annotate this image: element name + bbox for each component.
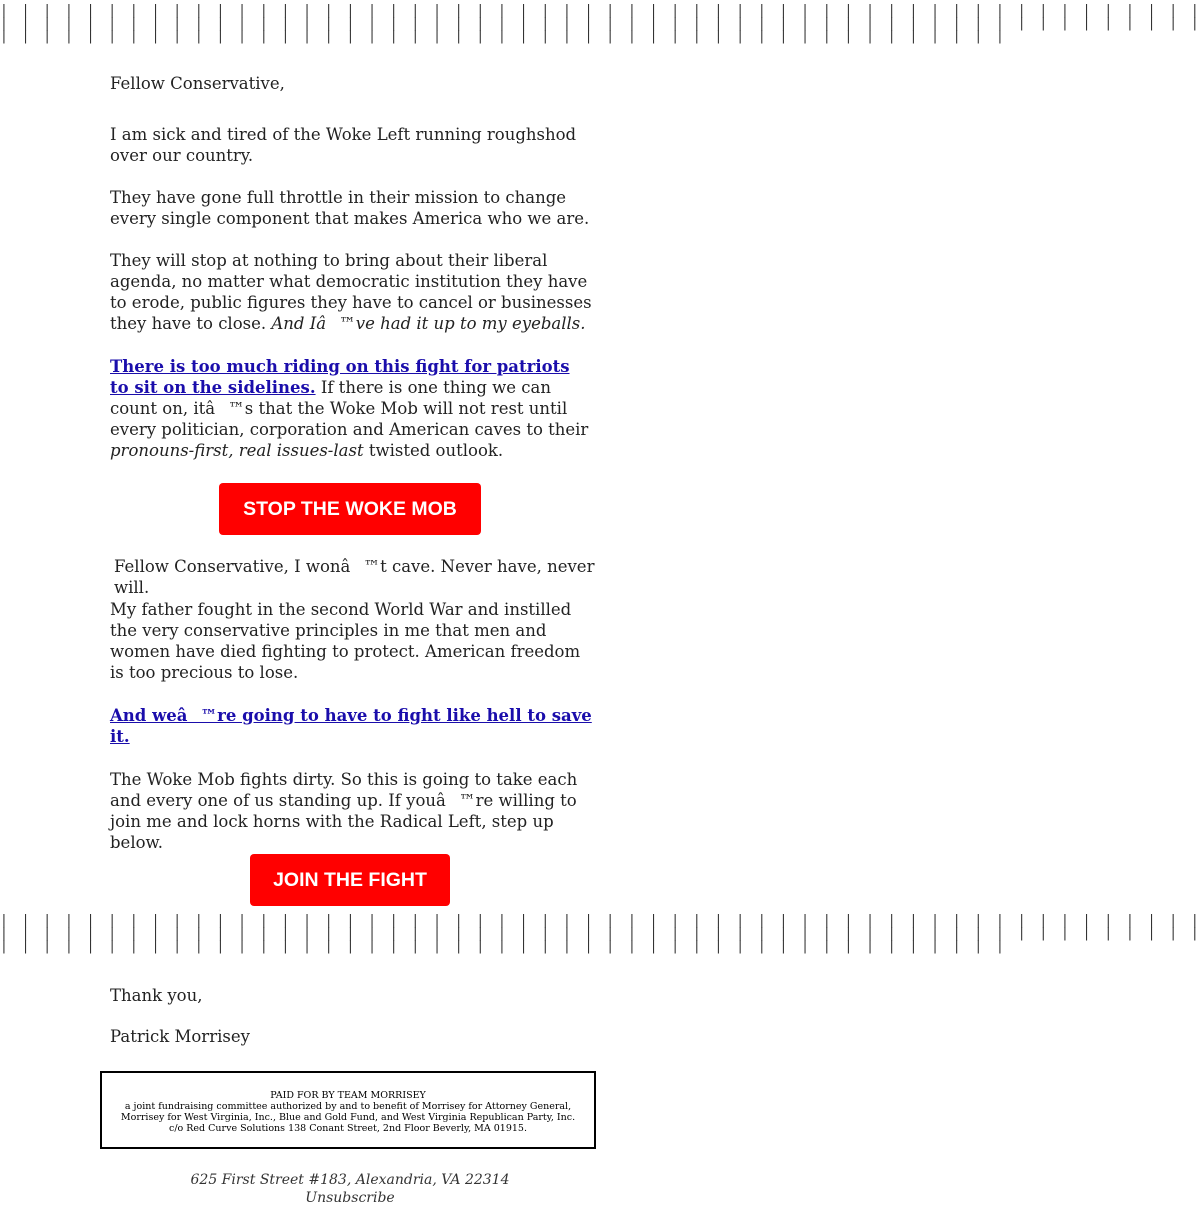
- divider-row: | | | | | | | | | | | | | | | | | | | | | | | | | | | | | | | | | | | | | | | | | | | | | | | | | | | | | | | |: [0, 926, 1202, 941]
- divider-row: | | | | | | | | | | | | | | | | | | | | | | | | | | | | | | | | | | | | | | | | | | | | | | |: [0, 939, 1007, 954]
- paid-for-disclaimer: [100, 1071, 596, 1149]
- signature: Patrick Morrisey: [110, 1027, 250, 1046]
- decorative-divider-bottom: [0, 913, 1202, 954]
- disclaimer-line-1: PAID FOR BY TEAM MORRISEY: [270, 1090, 426, 1101]
- divider-row: | | | | | | | | | | | | | | | | | | | | | | | | | | | | | | | | | | | | | | | | | | | | | | |: [0, 29, 1007, 44]
- paragraph-2: They have gone full throttle in their mission to change every single component that makes America who we are.: [110, 188, 590, 228]
- paragraph-1: I am sick and tired of the Woke Left running roughshod over our country.: [110, 125, 577, 165]
- paragraph-3-text: They will stop at nothing to bring about their liberal agenda, no matter what democratic institution they have to erode, public figures they have to cancel or businesses they have to close.: [110, 251, 592, 333]
- footer-address: 625 First Street #183, Alexandria, VA 22314: [190, 1172, 510, 1188]
- paragraph-3-emphasis: And Iâ™ve had it up to my eyeballs.: [271, 314, 586, 333]
- greeting: Fellow Conservative,: [110, 74, 285, 93]
- join-the-fight-button[interactable]: JOIN THE FIGHT: [250, 854, 450, 906]
- paragraph-6: My father fought in the second World War and instilled the very conservative principles in me that men and women have died fighting to protect. American freedom is too precious to lose.: [110, 600, 581, 682]
- divider-row: | | | | | | | | | | | | | | | | | | | | | | | | | | | | | | | | | | | | | | | | | | | | | | | | | | | | | | | |: [0, 913, 1202, 928]
- paragraph-4-text-a: If there is one thing we can count on, itâ™s that the Woke Mob will not rest until every politician, corporation and American caves to their: [110, 378, 589, 439]
- unsubscribe-link[interactable]: Unsubscribe: [305, 1190, 395, 1206]
- disclaimer-line-3: Morrisey for West Virginia, Inc., Blue and Gold Fund, and West Virginia Republican Party, Inc.: [120, 1112, 576, 1123]
- fight-like-hell-link[interactable]: And weâ™re going to have to fight like hell to save it.: [110, 706, 592, 746]
- signoff: Thank you,: [110, 986, 203, 1005]
- divider-row: | | | | | | | | | | | | | | | | | | | | | | | | | | | | | | | | | | | | | | | | | | | | | | | | | | | | | | | |: [0, 3, 1202, 18]
- paragraph-8: The Woke Mob fights dirty. So this is going to take each and every one of us standing up. If youâ™re willing to join me and lock horns with the Radical Left, step up below.: [110, 770, 578, 852]
- decorative-divider-top: [0, 3, 1202, 44]
- paragraph-7: [110, 705, 592, 747]
- paragraph-5: Fellow Conservative, I wonâ™t cave. Never have, never will.: [114, 557, 595, 597]
- paragraph-4-emphasis: pronouns-first, real issues-last: [110, 441, 364, 460]
- disclaimer-line-4: c/o Red Curve Solutions 138 Conant Street, 2nd Floor Beverly, MA 01915.: [169, 1123, 527, 1134]
- stop-the-woke-mob-button[interactable]: STOP THE WOKE MOB: [219, 483, 481, 535]
- paragraph-4: [110, 356, 592, 461]
- divider-row: | | | | | | | | | | | | | | | | | | | | | | | | | | | | | | | | | | | | | | | | | | | | | | | | | | | | | | | |: [0, 16, 1202, 31]
- paragraph-4-text-b: twisted outlook.: [368, 441, 504, 460]
- paragraph-3: [110, 250, 592, 334]
- disclaimer-line-2: a joint fundraising committee authorized by and to benefit of Morrisey for Attorney General,: [124, 1101, 572, 1112]
- sidelines-link[interactable]: There is too much riding on this fight for patriots to sit on the sidelines.: [110, 357, 570, 397]
